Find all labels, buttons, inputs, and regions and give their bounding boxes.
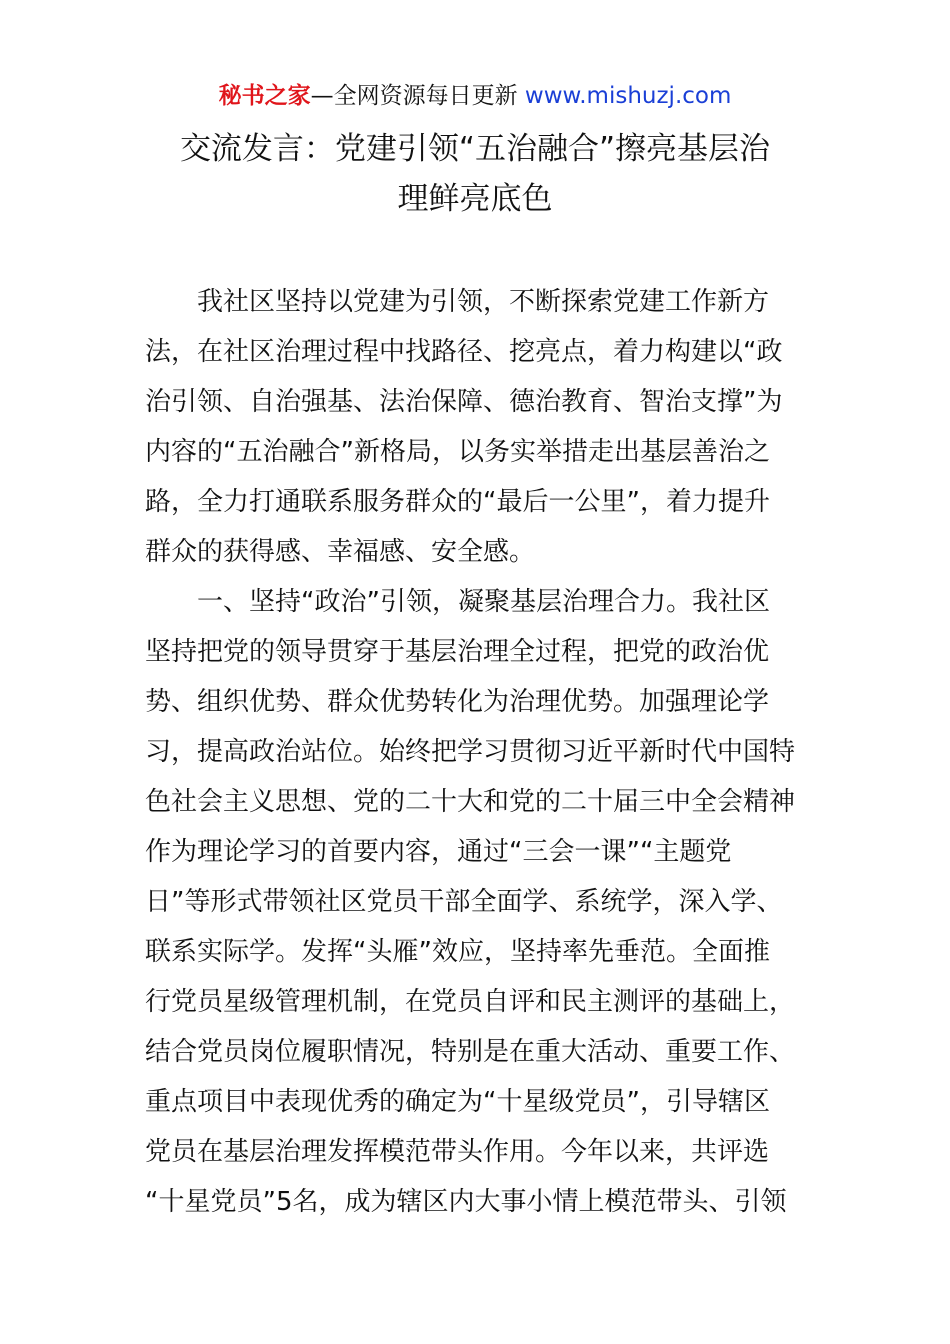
body-line: 一、坚持“政治”引领，凝聚基层治理合力。我社区 <box>145 587 770 617</box>
body-line: 坚持把党的领导贯穿于基层治理全过程，把党的政治优 <box>145 637 770 667</box>
document-title <box>100 124 850 224</box>
body-line: 重点项目中表现优秀的确定为“十星级党员”，引导辖区 <box>145 1087 770 1117</box>
document-body <box>145 277 810 1227</box>
site-tagline: —全网资源每日更新 <box>310 83 525 109</box>
body-line: 日”等形式带领社区党员干部全面学、系统学，深入学、 <box>145 887 783 917</box>
body-line: 路，全力打通联系服务群众的“最后一公里”，着力提升 <box>145 487 770 517</box>
body-line: 群众的获得感、幸福感、安全感。 <box>145 537 536 567</box>
title-line-2: 理鲜亮底色 <box>397 181 553 217</box>
site-url[interactable]: www.mishuzj.com <box>524 83 732 109</box>
body-line: 色社会主义思想、党的二十大和党的二十届三中全会精神 <box>145 787 796 817</box>
body-line: 内容的“五治融合”新格局，以务实举措走出基层善治之 <box>145 437 770 467</box>
title-line-1: 交流发言：党建引领“五治融合”擦亮基层治 <box>179 131 771 167</box>
body-line: 作为理论学习的首要内容，通过“三会一课”“主题党 <box>145 837 732 867</box>
site-header <box>0 80 950 112</box>
body-line: 行党员星级管理机制，在党员自评和民主测评的基础上， <box>145 987 796 1017</box>
body-line: “十星党员”5名，成为辖区内大事小情上模范带头、引领 <box>145 1187 787 1217</box>
body-line: 我社区坚持以党建为引领，不断探索党建工作新方 <box>145 287 770 317</box>
body-line: 法，在社区治理过程中找路径、挖亮点，着力构建以“政 <box>145 337 783 367</box>
body-line: 党员在基层治理发挥模范带头作用。今年以来，共评选 <box>145 1137 770 1167</box>
body-line: 习，提高政治站位。始终把学习贯彻习近平新时代中国特 <box>145 737 796 767</box>
body-line: 势、组织优势、群众优势转化为治理优势。加强理论学 <box>145 687 770 717</box>
body-line: 治引领、自治强基、法治保障、德治教育、智治支撑”为 <box>145 387 783 417</box>
body-line: 结合党员岗位履职情况，特别是在重大活动、重要工作、 <box>145 1037 796 1067</box>
site-brand: 秘书之家 <box>218 83 311 109</box>
body-line: 联系实际学。发挥“头雁”效应，坚持率先垂范。全面推 <box>145 937 770 967</box>
